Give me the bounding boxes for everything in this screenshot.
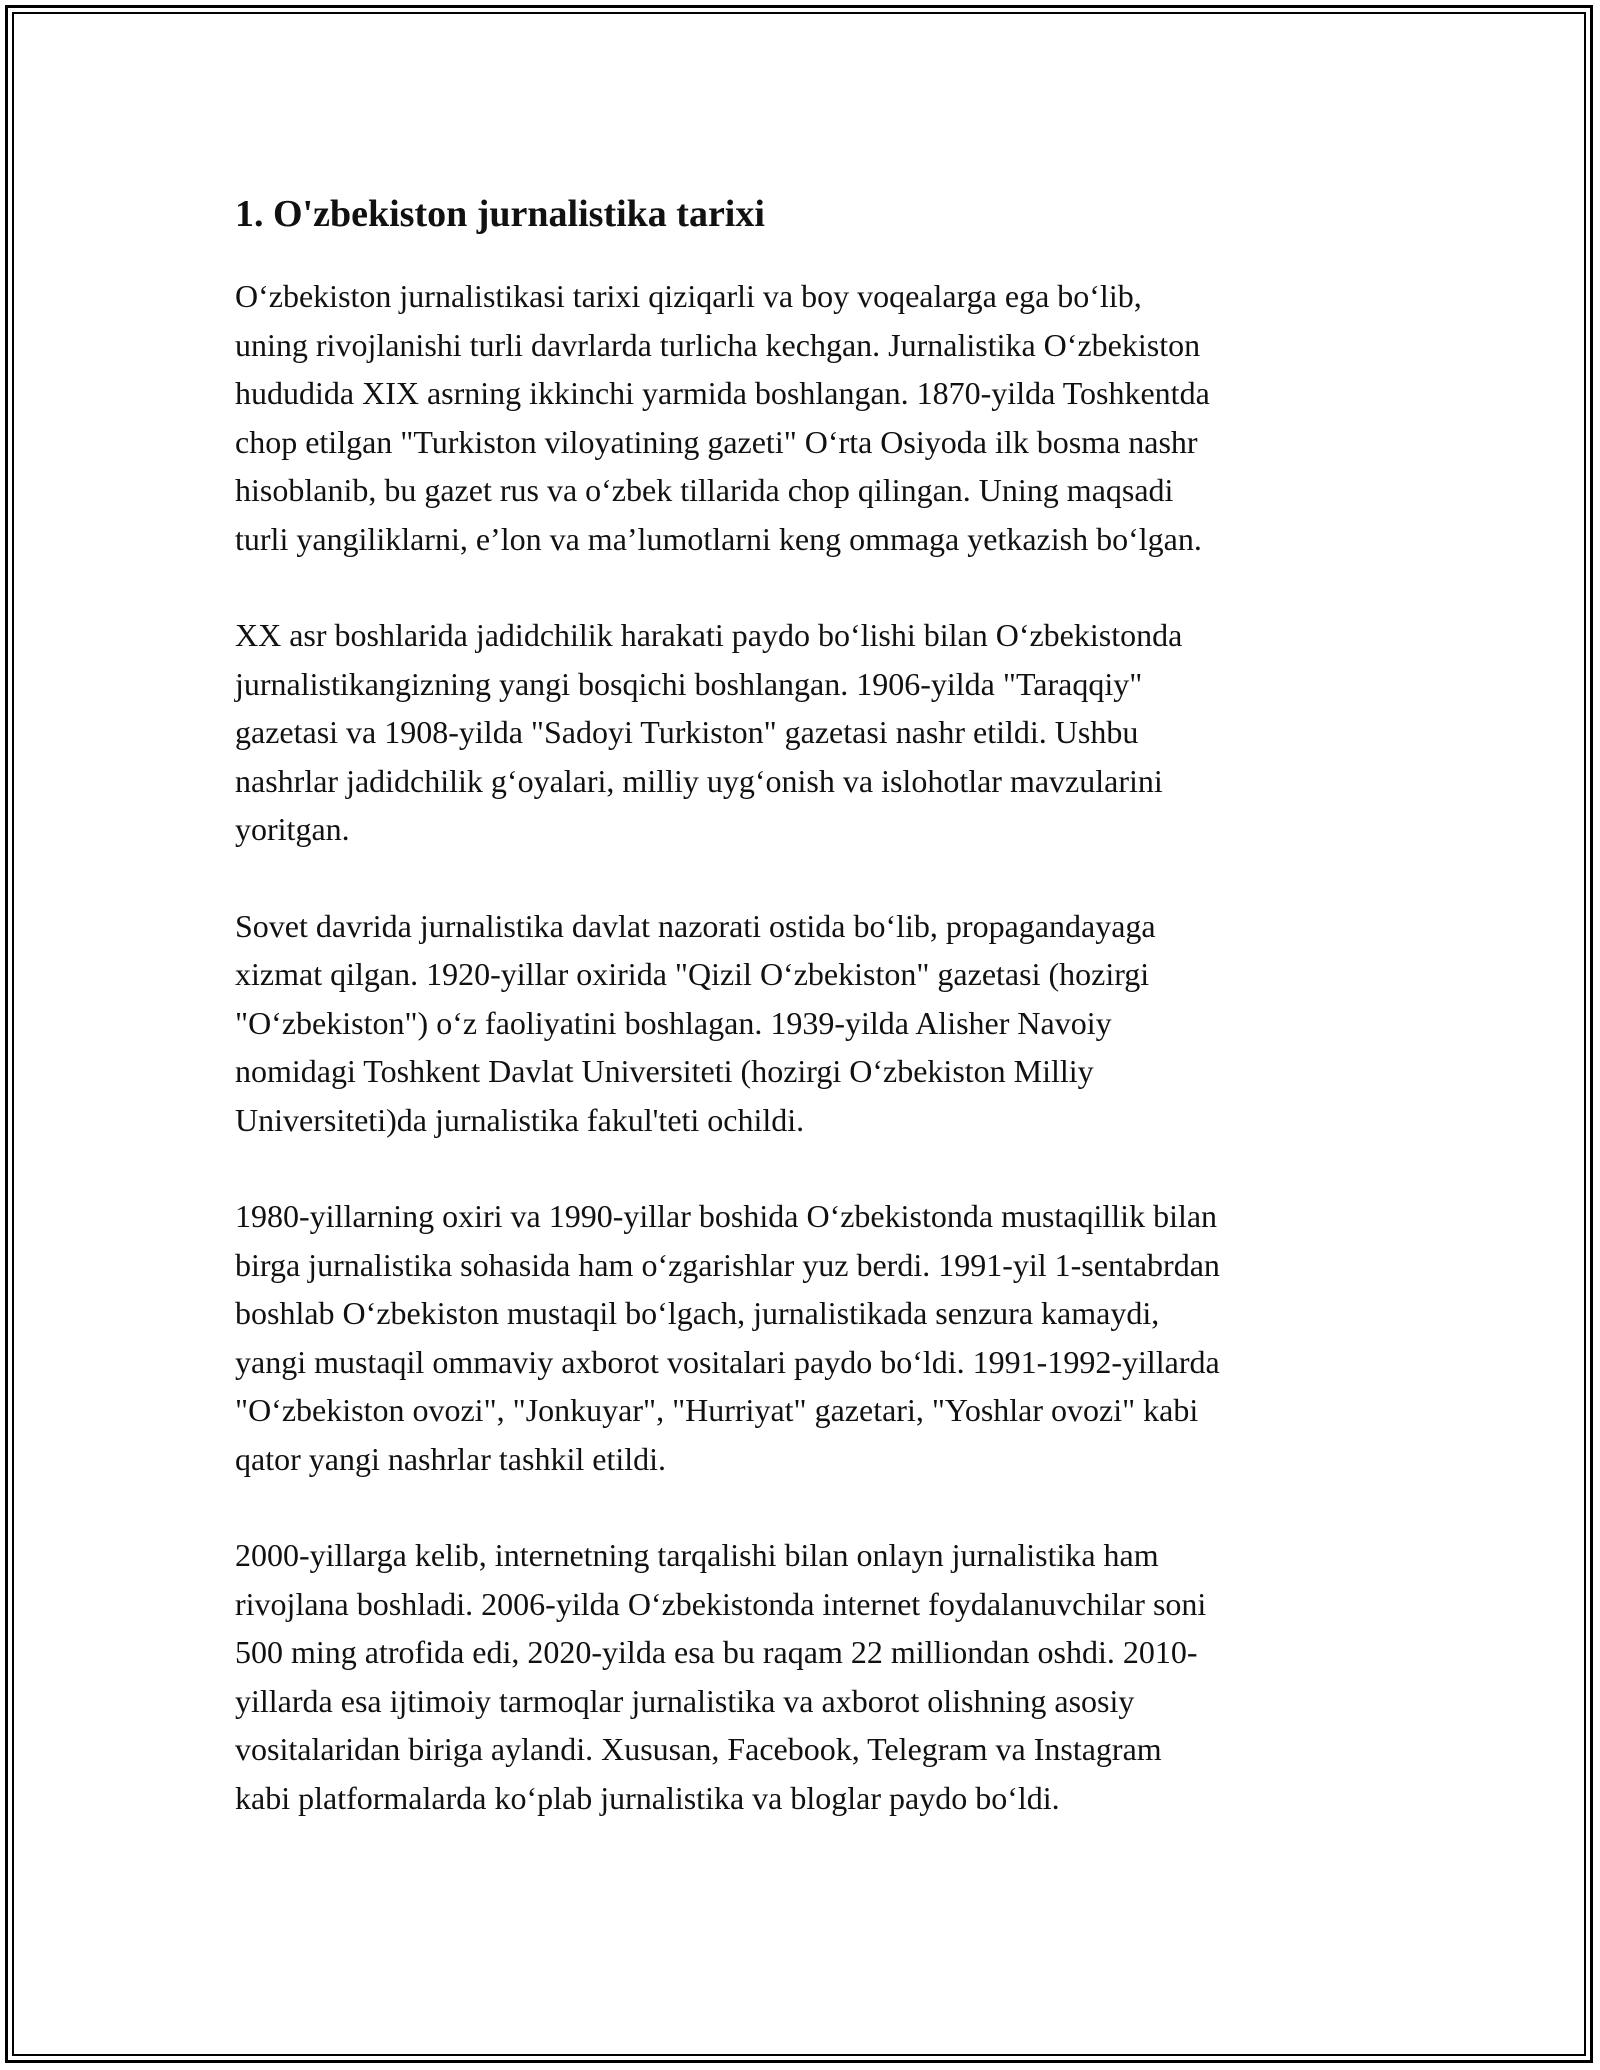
text-line: vositalaridan biriga aylandi. Xususan, Facebook, Telegram va Instagram — [235, 1731, 1162, 1767]
text-line: hududida XIX asrning ikkinchi yarmida boshlangan. 1870-yilda Toshkentda — [235, 375, 1210, 411]
text-line: 500 ming atrofida edi, 2020-yilda esa bu raqam 22 milliondan oshdi. 2010- — [235, 1634, 1198, 1670]
text-line: birga jurnalistika sohasida ham o‘zgarishlar yuz berdi. 1991-yil 1-sentabrdan — [235, 1246, 1220, 1283]
paragraph — [235, 1531, 1375, 1822]
text-line: hisoblanib, bu gazet rus va o‘zbek tillarida chop qilingan. Uning maqsadi — [235, 472, 1174, 508]
text-line: "O‘zbekiston ovozi", "Jonkuyar", "Hurriyat" gazetari, "Yoshlar ovozi" kabi — [235, 1392, 1199, 1428]
text-line: Universiteti)da jurnalistika fakul'teti ochildi. — [235, 1101, 805, 1138]
paragraph-list — [235, 272, 1375, 1822]
text-line: nomidagi Toshkent Davlat Universiteti (hozirgi O‘zbekiston Milliy — [235, 1053, 1094, 1089]
text-line: yillarda esa ijtimoiy tarmoqlar jurnalistika va axborot olishning asosiy — [235, 1682, 1135, 1719]
section-heading: 1. O'zbekiston jurnalistika tarixi — [235, 193, 765, 235]
text-line: chop etilgan "Turkiston viloyatining gazeti" O‘rta Osiyoda ilk bosma nashr — [235, 423, 1198, 460]
text-line: turli yangiliklarni, e’lon va ma’lumotlarni keng ommaga yetkazish bo‘lgan. — [235, 520, 1202, 557]
text-line: 2000-yillarga kelib, internetning tarqalishi bilan onlayn jurnalistika ham — [235, 1537, 1159, 1573]
text-line: nashrlar jadidchilik g‘oyalari, milliy uyg‘onish va islohotlar mavzularini — [235, 762, 1163, 799]
text-line: qator yangi nashrlar tashkil etildi. — [235, 1440, 666, 1477]
paragraph — [235, 902, 1375, 1145]
text-line: kabi platformalarda ko‘plab jurnalistika va bloglar paydo bo‘ldi. — [235, 1779, 1060, 1816]
text-line: XX asr boshlarida jadidchilik harakati paydo bo‘lishi bilan O‘zbekistonda — [235, 617, 1183, 653]
text-line: O‘zbekiston jurnalistikasi tarixi qiziqarli va boy voqealarga ega bo‘lib, — [235, 278, 1142, 314]
text-line: xizmat qilgan. 1920-yillar oxirida "Qizil O‘zbekiston" gazetasi (hozirgi — [235, 956, 1150, 992]
text-line: yoritgan. — [235, 811, 350, 847]
text-line: yangi mustaqil ommaviy axborot vositalari paydo bo‘ldi. 1991-1992-yillarda — [235, 1343, 1220, 1380]
text-line: uning rivojlanishi turli davrlarda turlicha kechgan. Jurnalistika O‘zbekiston — [235, 326, 1201, 363]
paragraph — [235, 611, 1375, 854]
document-body — [235, 186, 1375, 1870]
paragraph — [235, 272, 1375, 563]
text-line: Sovet davrida jurnalistika davlat nazorati ostida bo‘lib, propagandayaga — [235, 907, 1156, 944]
text-line: "O‘zbekiston") o‘z faoliyatini boshlagan. 1939-yilda Alisher Navoiy — [235, 1004, 1112, 1041]
text-line: gazetasi va 1908-yilda "Sadoyi Turkiston" gazetasi nashr etildi. Ushbu — [235, 714, 1139, 750]
text-line: jurnalistikangizning yangi bosqichi boshlangan. 1906-yilda "Taraqqiy" — [235, 665, 1143, 702]
text-line: 1980-yillarning oxiri va 1990-yillar boshida O‘zbekistonda mustaqillik bilan — [235, 1198, 1218, 1234]
paragraph — [235, 1192, 1375, 1483]
text-line: boshlab O‘zbekiston mustaqil bo‘lgach, jurnalistikada senzura kamaydi, — [235, 1295, 1160, 1331]
text-line: rivojlana boshladi. 2006-yilda O‘zbekistonda internet foydalanuvchilar soni — [235, 1585, 1207, 1622]
